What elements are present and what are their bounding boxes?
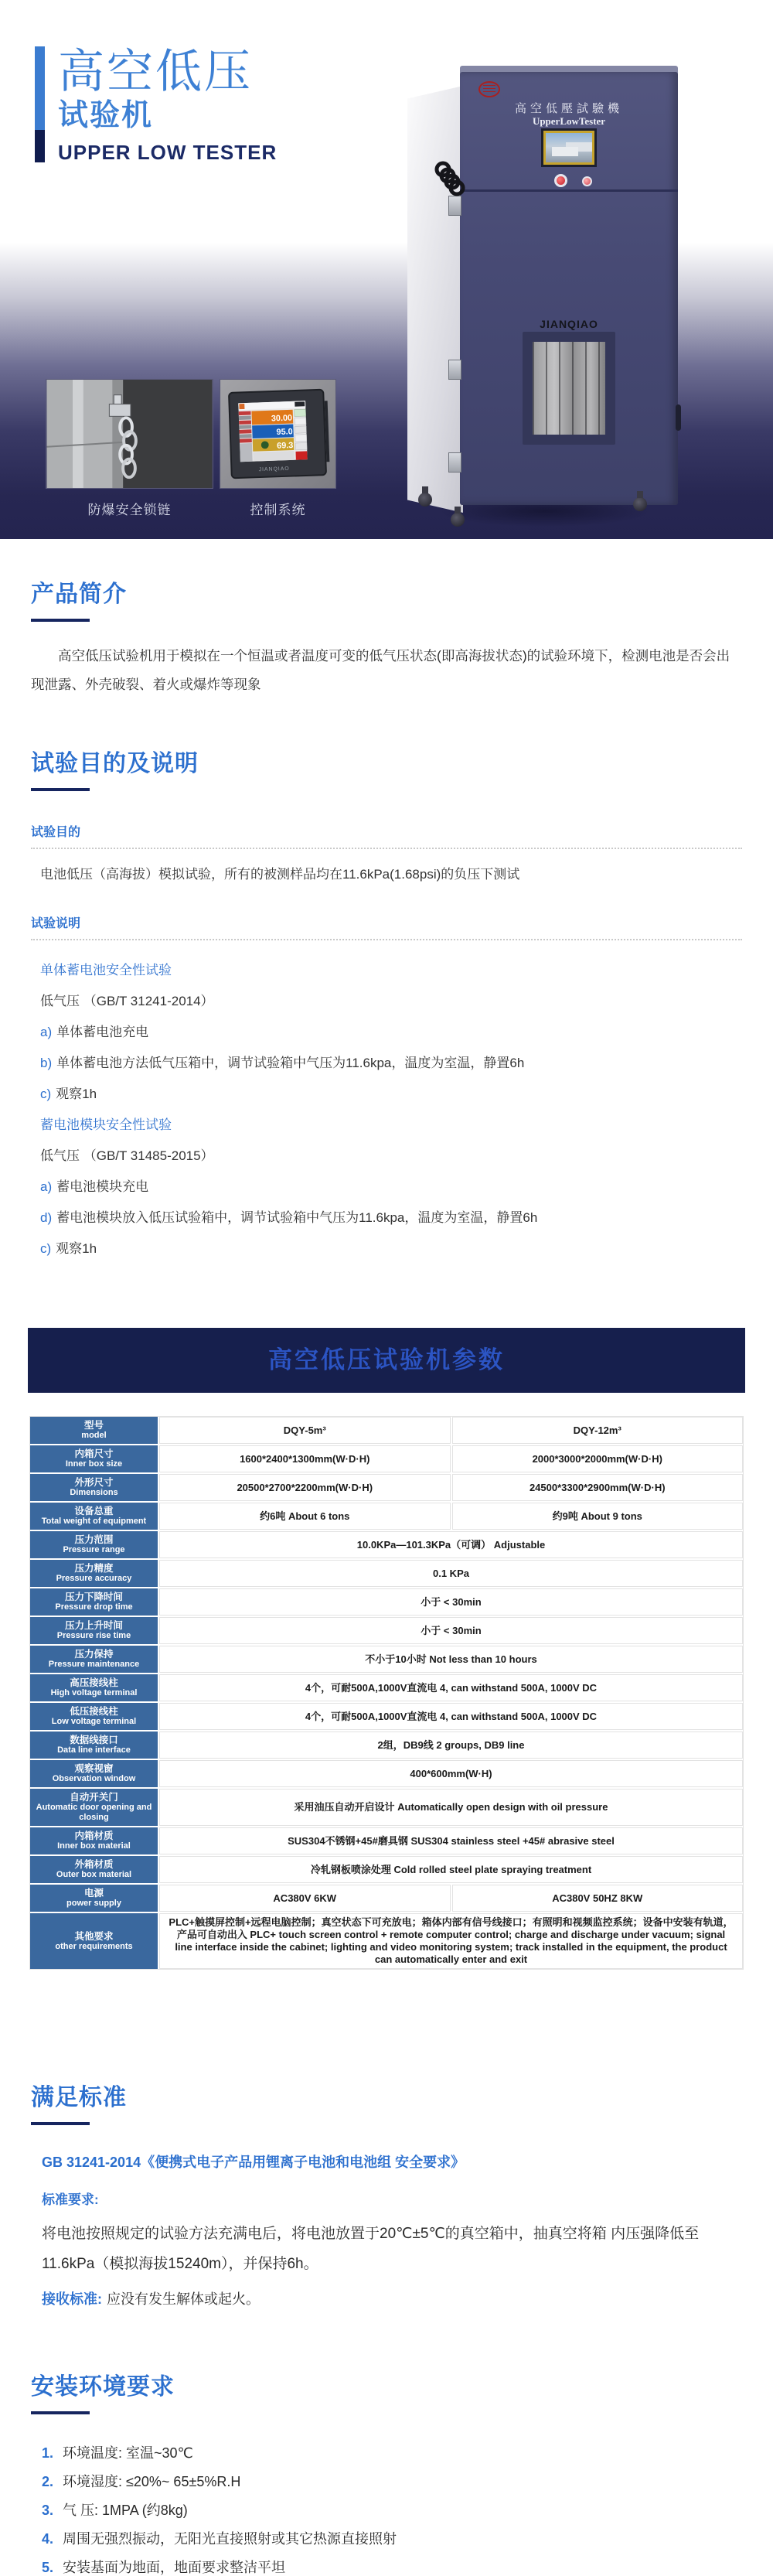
machine-stop-button [582, 176, 592, 186]
param-value: 0.1 KPa [159, 1560, 743, 1587]
params-banner [28, 1328, 745, 1393]
standard-requirement-label: 标准要求: [42, 2192, 99, 2207]
install-item [42, 2445, 742, 2462]
test-step [31, 1237, 742, 1257]
install-item-text: 安装基面为地面，地面要求整洁平坦 [63, 2560, 286, 2575]
param-value: 小于 < 30min [159, 1588, 743, 1616]
param-label-cn: 内箱尺寸 [74, 1448, 114, 1459]
test-step [31, 1083, 742, 1102]
hinge-icon [448, 452, 461, 473]
param-row [30, 1913, 743, 1969]
test-step-marker: c) [40, 1241, 52, 1256]
param-label-cn: 电源 [83, 1888, 104, 1899]
test-step [31, 1052, 742, 1071]
param-label-cn: 自动开关门 [70, 1792, 118, 1803]
param-label-cn: 压力范围 [74, 1534, 114, 1545]
param-label [30, 1760, 158, 1787]
caster-wheel-icon [633, 497, 647, 511]
install-item [42, 2560, 742, 2576]
param-label-en: Data line interface [57, 1745, 131, 1755]
test-step-marker: a) [40, 1025, 53, 1039]
param-label [30, 1588, 158, 1616]
param-label-en: Outer box material [56, 1870, 132, 1879]
test-step-text: 蓄电池模块充电 [56, 1179, 149, 1194]
test-step [31, 1206, 742, 1226]
param-value-model1: 约6吨 About 6 tons [159, 1503, 451, 1530]
test-step-text: 蓄电池模块放入低压试验箱中，调节试验箱中气压为11.6kpa，温度为室温，静置6h [56, 1210, 538, 1225]
test-block-subtitle: 低气压 （GB/T 31241-2014） [40, 994, 214, 1008]
param-row [30, 1588, 743, 1616]
install-item-number: 1. [42, 2445, 54, 2461]
install-item-number: 2. [42, 2474, 54, 2489]
test-block-subtitle: 低气压 （GB/T 31485-2015） [40, 1148, 214, 1163]
install-item-text: 周围无强烈振动，无阳光直接照射或其它热源直接照射 [63, 2531, 397, 2547]
param-label-en: High voltage terminal [50, 1688, 138, 1697]
acceptance-line [31, 2288, 742, 2308]
install-item-number: 5. [42, 2560, 54, 2575]
param-row [30, 1445, 743, 1472]
test-step-marker: d) [40, 1210, 53, 1225]
install-item [42, 2474, 742, 2490]
param-value: 4个，可耐500A,1000V直流电 4, can withstand 500A, 1000V DC [159, 1674, 743, 1701]
purpose-label: 试验目的 [31, 822, 742, 849]
param-label [30, 1827, 158, 1854]
param-label-en: Low voltage terminal [51, 1717, 137, 1726]
test-block-title: 单体蓄电池安全性试验 [40, 963, 172, 978]
param-value: 10.0KPa—101.3KPa（可调） Adjustable [159, 1531, 743, 1558]
install-item [42, 2531, 742, 2547]
param-label-cn: 压力下降时间 [64, 1592, 123, 1602]
param-label-en: Observation window [52, 1774, 136, 1783]
section-product-intro [0, 539, 773, 699]
param-row [30, 1417, 743, 1444]
param-label [30, 1617, 158, 1644]
thumb-caption-chain: 防爆安全锁链 [87, 503, 172, 517]
param-row [30, 1560, 743, 1587]
machine-power-button [554, 174, 567, 187]
param-label-en: Pressure maintenance [48, 1660, 140, 1669]
caster-wheel-icon [418, 493, 432, 507]
param-label-cn: 低压接线柱 [70, 1706, 118, 1717]
thumb-caption-control: 控制系统 [250, 503, 306, 517]
param-label [30, 1913, 158, 1969]
hero-section [0, 0, 773, 539]
param-row [30, 1827, 743, 1854]
page-title-en: UPPER LOW TESTER [58, 141, 278, 164]
page-title: 高空低压 [58, 46, 253, 97]
param-label-cn: 外形尺寸 [74, 1477, 114, 1488]
param-value-model2: DQY-12m³ [452, 1417, 744, 1444]
standard-requirement-text: 将电池按照规定的试验方法充满电后，将电池放置于20℃±5℃的真空箱中，抽真空将箱 内压强降低至11.6kPa（模拟海拔15240m），并保持6h。 [42, 2226, 700, 2272]
param-value-model1: AC380V 6KW [159, 1885, 451, 1912]
machine-touchscreen [543, 131, 594, 165]
param-label [30, 1703, 158, 1730]
param-label-cn: 型号 [83, 1420, 104, 1431]
param-row [30, 1703, 743, 1730]
panel-third-value: 69.3 [276, 441, 294, 451]
param-row [30, 1885, 743, 1912]
test-description-blocks [31, 959, 742, 1257]
install-item-text: 气 压: 1MPA (约8kg) [63, 2503, 188, 2518]
install-item-number: 4. [42, 2531, 54, 2547]
param-value: SUS304不锈钢+45#磨具钢 SUS304 stainless steel +45# abrasive steel [159, 1827, 743, 1854]
coil-hose-icon [434, 160, 466, 200]
acceptance-label: 接收标准: [42, 2291, 102, 2307]
param-row [30, 1856, 743, 1883]
param-value: 冷轧钢板喷涂处理 Cold rolled steel plate spraying treatment [159, 1856, 743, 1883]
params-table [29, 1416, 744, 1970]
param-row [30, 1617, 743, 1644]
machine-door-seam [460, 189, 678, 192]
param-label-en: Inner box material [57, 1841, 131, 1851]
param-row [30, 1760, 743, 1787]
param-label [30, 1674, 158, 1701]
description-label: 试验说明 [31, 913, 742, 940]
test-step-marker: b) [40, 1056, 53, 1070]
param-value: PLC+触摸屏控制+远程电脑控制；真空状态下可充放电；箱体内部有信号线接口；有照明和视频监控系统；设备中安装有轨道，产品可自动出入 PLC+ touch screen control + remote computer control; charge and discharge under vacuum; signal line interface inside the cabinet; lighting and video monitoring system; track installed in the equipment, the product can automatically enter and exit [159, 1913, 743, 1969]
test-step-text: 单体蓄电池充电 [56, 1025, 149, 1039]
test-step-text: 观察1h [56, 1087, 97, 1101]
standards-heading: 满足标准 [31, 2085, 127, 2110]
control-panel-image [220, 379, 336, 489]
feature-thumbnails [46, 379, 336, 518]
title-block [35, 46, 277, 165]
machine-handle [676, 404, 681, 431]
param-value: 采用油压自动开启设计 Automatically open design with oil pressure [159, 1789, 743, 1826]
heading-underline [31, 619, 90, 622]
thumb-safety-chain [46, 379, 213, 518]
hinge-icon [448, 360, 461, 380]
standard-gb-reference: GB 31241-2014《便携式电子产品用锂离子电池和电池组 安全要求》 [42, 2155, 465, 2170]
panel-humidity-value: 95.0 [276, 427, 293, 438]
param-label-cn: 内箱材质 [74, 1830, 114, 1841]
param-label-en: Inner box size [65, 1459, 123, 1469]
heading-underline [31, 788, 90, 791]
param-label [30, 1417, 158, 1444]
param-value-model1: DQY-5m³ [159, 1417, 451, 1444]
brand-logo-icon [478, 81, 500, 97]
param-label-cn: 压力上升时间 [64, 1620, 123, 1631]
param-value-model1: 20500*2700*2200mm(W·D·H) [159, 1474, 451, 1501]
param-value-model2: AC380V 50HZ 8KW [452, 1885, 744, 1912]
param-value-model2: 约9吨 About 9 tons [452, 1503, 744, 1530]
param-label-en: model [81, 1431, 107, 1440]
param-label [30, 1560, 158, 1587]
machine-label-en: UpperLowTester [532, 115, 606, 127]
param-label-en: Pressure rise time [56, 1631, 131, 1640]
machine-brand-text: JIANQIAO [540, 318, 598, 330]
param-row [30, 1646, 743, 1673]
param-label-en: Pressure drop time [55, 1602, 133, 1612]
product-photo [407, 66, 683, 530]
param-label-cn: 压力精度 [74, 1563, 114, 1574]
param-value: 400*600mm(W·H) [159, 1760, 743, 1787]
machine-observation-window [523, 332, 615, 445]
install-heading: 安装环境要求 [31, 2374, 175, 2400]
machine-side-panel [407, 86, 463, 513]
param-label-en: Pressure accuracy [56, 1574, 132, 1583]
install-item-text: 环境温度: 室温~30℃ [63, 2445, 193, 2461]
param-label-en: Pressure range [63, 1545, 125, 1554]
intro-heading: 产品简介 [31, 582, 127, 607]
param-label-cn: 高压接线柱 [70, 1677, 118, 1688]
param-row [30, 1674, 743, 1701]
safety-chain-image [46, 379, 213, 489]
machine-label-cn: 高空低壓試驗機 [514, 103, 623, 115]
param-label-en: power supply [66, 1899, 121, 1908]
param-row [30, 1531, 743, 1558]
param-value-model2: 24500*3300*2900mm(W·D·H) [452, 1474, 744, 1501]
test-step-marker: c) [40, 1087, 52, 1101]
install-requirements-list [31, 2445, 742, 2576]
param-value: 小于 < 30min [159, 1617, 743, 1644]
title-accent-bar [35, 46, 45, 165]
param-label-cn: 观察视窗 [74, 1763, 114, 1774]
param-label [30, 1885, 158, 1912]
param-label-en: Total weight of equipment [41, 1517, 147, 1526]
params-banner-title: 高空低压试验机参数 [268, 1346, 505, 1373]
param-label-en: other requirements [55, 1941, 133, 1951]
install-item-number: 3. [42, 2503, 54, 2518]
machine-front-panel [460, 72, 678, 505]
param-label-en: Dimensions [70, 1488, 118, 1497]
param-row [30, 1474, 743, 1501]
test-step-text: 单体蓄电池方法低气压箱中，调节试验箱中气压为11.6kpa，温度为室温，静置6h [56, 1056, 525, 1070]
caster-wheel-icon [451, 513, 465, 527]
param-label [30, 1474, 158, 1501]
param-label [30, 1503, 158, 1530]
test-step-marker: a) [40, 1179, 53, 1194]
param-row [30, 1503, 743, 1530]
param-value: 不小于10小时 Not less than 10 hours [159, 1646, 743, 1673]
purpose-text: 电池低压（高海拔）模拟试验，所有的被测样品均在11.6kPa(1.68psi)的负压下测试 [40, 867, 520, 882]
panel-temp-value: 30.00 [271, 413, 293, 424]
param-label-cn: 其他要求 [74, 1930, 114, 1942]
section-install-env [0, 2308, 773, 2576]
param-label-en: Automatic door opening and closing [36, 1803, 152, 1822]
param-value-model2: 2000*3000*2000mm(W·D·H) [452, 1445, 744, 1472]
heading-underline [31, 2122, 90, 2125]
param-row [30, 1732, 743, 1759]
page-subtitle: 试验机 [58, 99, 154, 132]
param-label [30, 1789, 158, 1826]
param-label [30, 1646, 158, 1673]
acceptance-text: 应没有发生解体或起火。 [107, 2291, 260, 2307]
param-label-cn: 外箱材质 [74, 1859, 114, 1870]
install-item-text: 环境湿度: ≤20%~ 65±5%R.H [63, 2474, 241, 2489]
param-label-cn: 设备总重 [74, 1506, 114, 1517]
test-step [31, 1021, 742, 1040]
param-value-model1: 1600*2400*1300mm(W·D·H) [159, 1445, 451, 1472]
purpose-heading: 试验目的及说明 [31, 751, 199, 776]
param-row [30, 1789, 743, 1826]
param-label-cn: 压力保持 [74, 1649, 114, 1660]
intro-body: 高空低压试验机用于模拟在一个恒温或者温度可变的低气压状态(即高海拔状态)的试验环境下，检测电池是否会出现泄露、外壳破裂、着火或爆炸等现象 [31, 648, 730, 692]
param-value: 2组，DB9线 2 groups, DB9 line [159, 1732, 743, 1759]
param-label [30, 1445, 158, 1472]
section-standards [0, 1970, 773, 2308]
install-item [42, 2503, 742, 2519]
heading-underline [31, 2411, 90, 2414]
thumb-control-system [220, 379, 336, 518]
test-block-title: 蓄电池模块安全性试验 [40, 1117, 172, 1132]
param-value: 4个，可耐500A,1000V直流电 4, can withstand 500A, 1000V DC [159, 1703, 743, 1730]
section-test-purpose [0, 699, 773, 1257]
param-label-cn: 数据线接口 [70, 1735, 118, 1745]
param-label [30, 1856, 158, 1883]
panel-brand-text: JIANQIAO [258, 466, 290, 473]
test-step [31, 1175, 742, 1195]
param-label [30, 1531, 158, 1558]
test-step-text: 观察1h [56, 1241, 97, 1256]
param-label [30, 1732, 158, 1759]
